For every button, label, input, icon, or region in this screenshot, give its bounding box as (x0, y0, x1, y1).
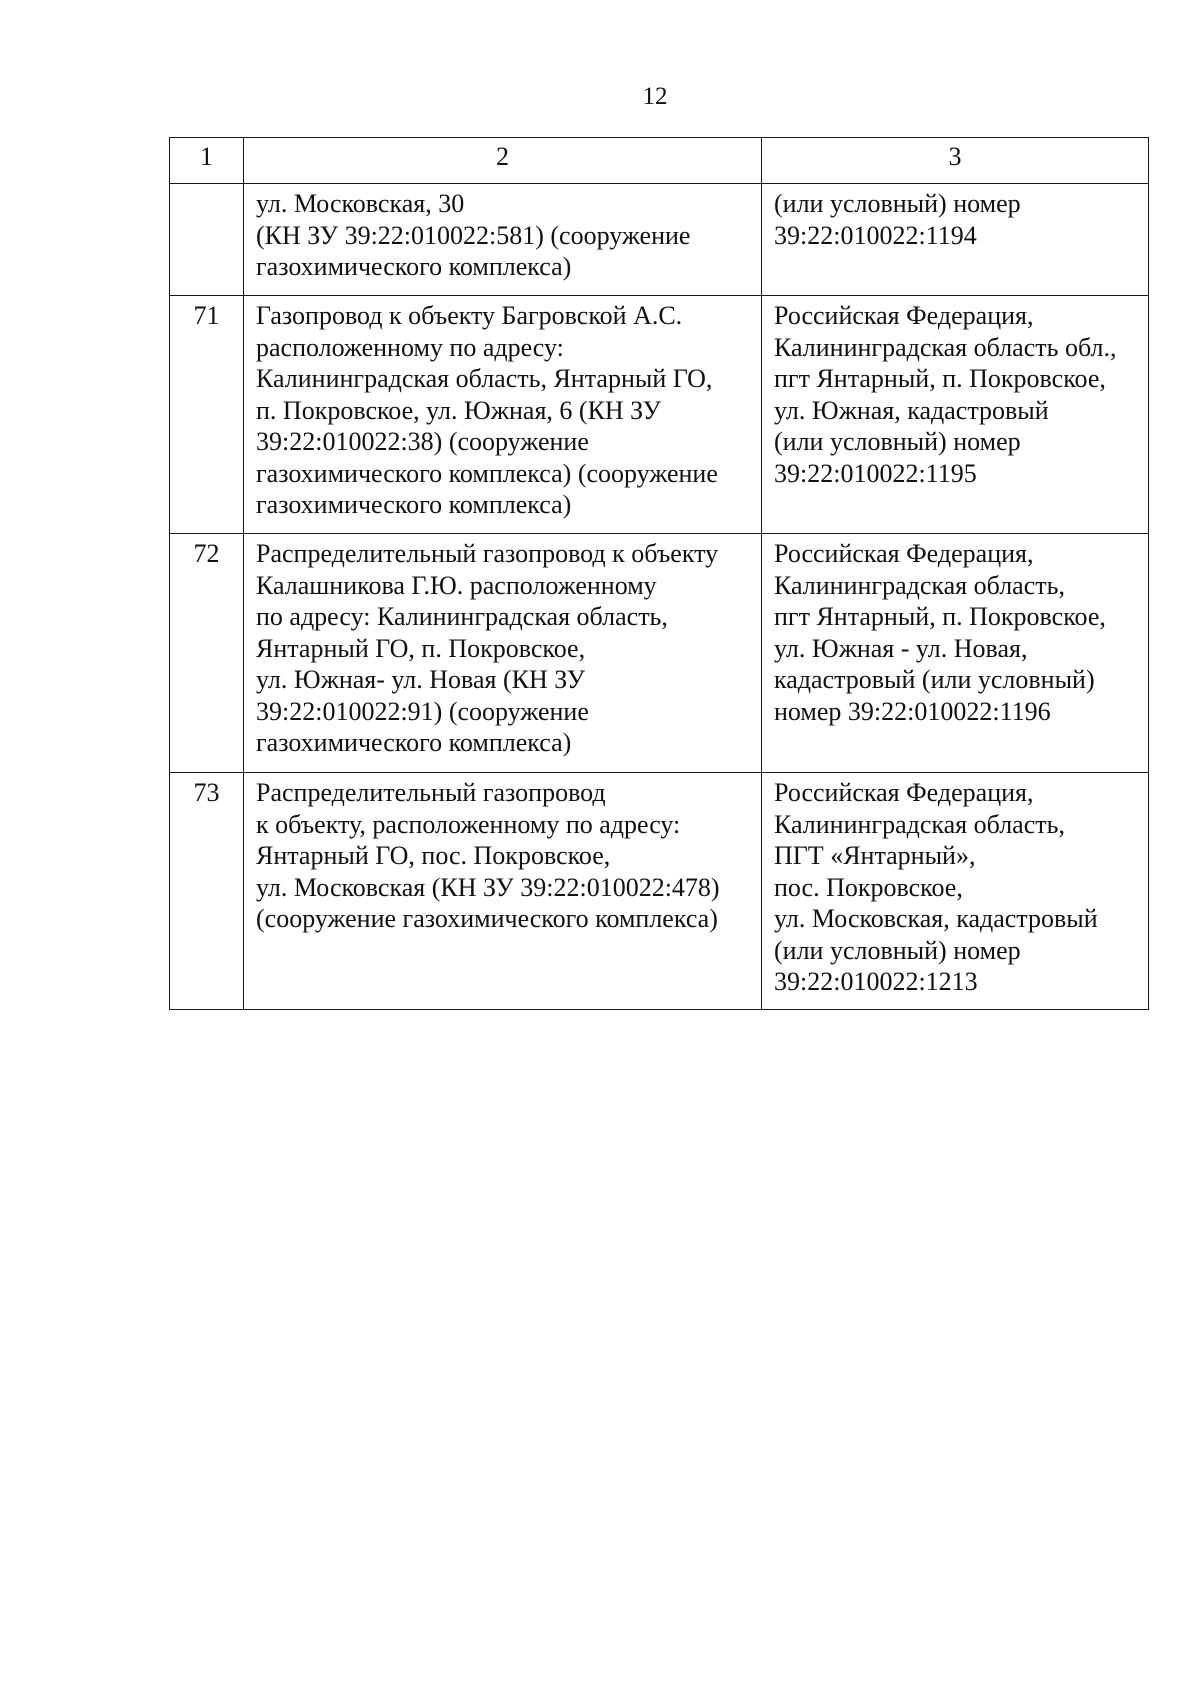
object-line: расположенному по адресу: (256, 332, 564, 362)
column-header-number: 1 (170, 138, 244, 184)
location-line: Российская Федерация, (774, 778, 1034, 807)
object-line: 39:22:010022:91) (сооружение (256, 696, 589, 726)
object-line: ул. Московская (КН ЗУ 39:22:010022:478) (256, 872, 720, 902)
object-line: Янтарный ГО, пос. Покровское, (256, 841, 611, 870)
object-description-cell (244, 184, 762, 296)
object-line: (сооружение газохимического комплекса) (256, 904, 718, 933)
location-line: ул. Московская, кадастровый (774, 904, 1098, 933)
location-line: (или условный) номер (774, 189, 1021, 218)
object-description-cell (244, 296, 762, 534)
object-line: Распределительный газопровод к объекту (256, 539, 719, 568)
location-line: ул. Южная, кадастровый (774, 395, 1049, 425)
location-line: 39:22:010022:1194 (774, 220, 977, 250)
object-line: ул. Южная- ул. Новая (КН ЗУ (256, 665, 586, 694)
location-line: Калининградская область обл., (774, 332, 1117, 362)
table-row (170, 534, 1149, 773)
row-number (170, 184, 244, 296)
object-line: Янтарный ГО, п. Покровское, (256, 633, 586, 663)
table-row (170, 296, 1149, 534)
column-header-object: 2 (244, 138, 762, 184)
location-line: кадастровый (или условный) (774, 665, 1095, 694)
row-number: 73 (170, 773, 244, 1010)
location-line: Российская Федерация, (774, 301, 1034, 330)
object-line: газохимического комплекса) (256, 490, 572, 519)
location-line: ПГТ «Янтарный», (774, 841, 976, 870)
object-line: ул. Московская, 30 (256, 189, 465, 218)
table-row (170, 184, 1149, 296)
object-line: Калининградская область, Янтарный ГО, (256, 364, 713, 393)
object-line: газохимического комплекса) (256, 252, 572, 281)
object-line: 39:22:010022:38) (сооружение (256, 427, 589, 456)
location-cell (762, 534, 1149, 773)
location-line: Калининградская область, (774, 809, 1065, 839)
object-description-cell (244, 534, 762, 773)
location-line: Российская Федерация, (774, 539, 1034, 568)
column-header-location: 3 (762, 138, 1149, 184)
location-line: Калининградская область, (774, 570, 1065, 600)
object-description-cell (244, 773, 762, 1010)
location-line: номер 39:22:010022:1196 (774, 696, 1051, 726)
object-line: газохимического комплекса) (256, 728, 572, 757)
registry-table (169, 137, 1149, 1010)
table-row (170, 773, 1149, 1010)
row-number: 71 (170, 296, 244, 534)
object-line: (КН ЗУ 39:22:010022:581) (сооружение (256, 220, 691, 250)
location-line: 39:22:010022:1195 (774, 458, 977, 488)
location-line: пгт Янтарный, п. Покровское, (774, 364, 1106, 393)
row-number: 72 (170, 534, 244, 773)
location-line: (или условный) номер (774, 427, 1021, 456)
page-number: 12 (642, 83, 668, 110)
location-line: пос. Покровское, (774, 872, 963, 902)
location-line: 39:22:010022:1213 (774, 967, 978, 996)
location-cell (762, 773, 1149, 1010)
location-cell (762, 296, 1149, 534)
location-line: ул. Южная - ул. Новая, (774, 633, 1028, 663)
location-line: (или условный) номер (774, 935, 1021, 965)
object-line: Калашникова Г.Ю. расположенному (256, 570, 657, 600)
object-line: газохимического комплекса) (сооружение (256, 458, 718, 488)
object-line: по адресу: Калининградская область, (256, 602, 668, 631)
location-line: пгт Янтарный, п. Покровское, (774, 602, 1106, 631)
object-line: Распределительный газопровод (256, 778, 606, 807)
object-line: к объекту, расположенному по адресу: (256, 809, 681, 839)
table-header-row (170, 138, 1149, 184)
object-line: п. Покровское, ул. Южная, 6 (КН ЗУ (256, 395, 661, 425)
location-cell (762, 184, 1149, 296)
object-line: Газопровод к объекту Багровской А.С. (256, 301, 683, 330)
